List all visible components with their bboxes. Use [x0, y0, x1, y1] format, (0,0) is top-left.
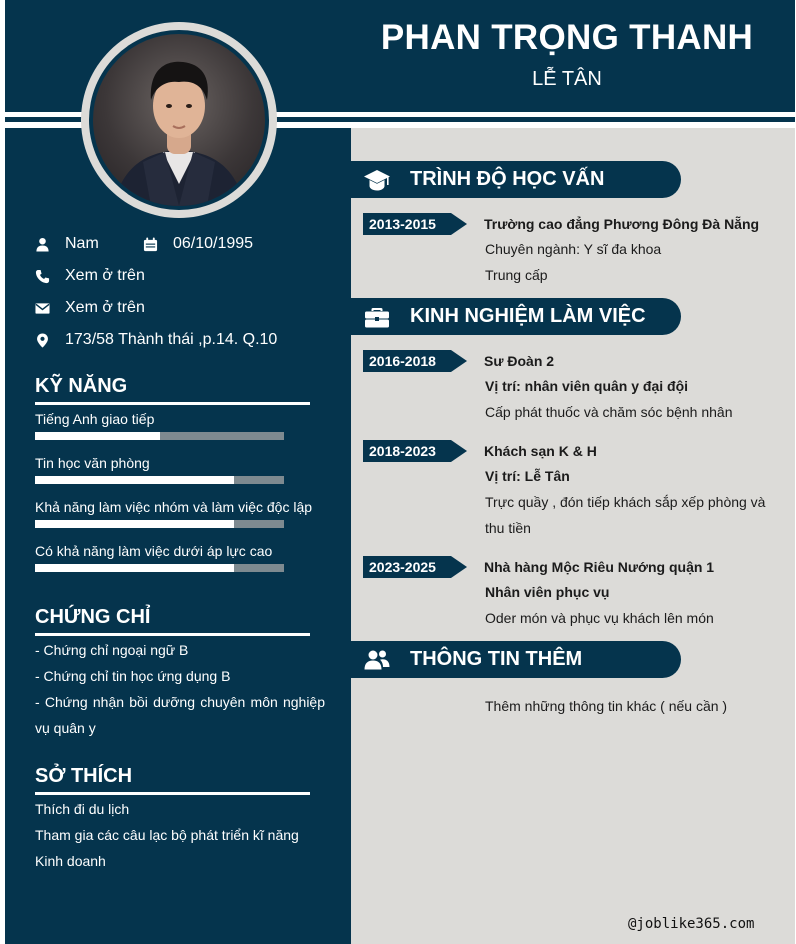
- period-arrow: [451, 556, 467, 578]
- skill-label: Tiếng Anh giao tiếp: [35, 411, 155, 427]
- period-arrow: [451, 350, 467, 372]
- period-tag: [363, 350, 467, 372]
- experience-section-header: [351, 298, 681, 335]
- user-icon: [35, 237, 50, 252]
- extra-info-title: THÔNG TIN THÊM: [410, 648, 583, 670]
- skill-level-fill: [35, 476, 234, 484]
- skills-divider: [35, 402, 310, 405]
- period-tag: [363, 213, 467, 235]
- extra-info-text: Thêm những thông tin khác ( nếu cần ): [485, 698, 728, 714]
- watermark: @joblike365.com: [628, 916, 755, 932]
- person-photo-illustration: [93, 34, 265, 206]
- period-arrow: [451, 213, 467, 235]
- extra-info-section-header: [351, 641, 681, 678]
- certificates-title: CHỨNG CHỈ: [35, 606, 151, 628]
- phone-row: [35, 264, 145, 288]
- period-label: 2023-2025: [363, 556, 451, 578]
- job-company: Khách sạn K & H: [484, 443, 597, 459]
- education-title: TRÌNH ĐỘ HỌC VẤN: [410, 168, 605, 190]
- envelope-icon: [35, 301, 50, 316]
- education-school: Trường cao đẳng Phương Đông Đà Nẵng: [484, 216, 760, 232]
- skill-level-bar: [35, 520, 284, 528]
- email-row: [35, 296, 145, 320]
- email-value: Xem ở trên: [65, 299, 145, 316]
- education-level: Trung cấp: [485, 267, 548, 283]
- skill-level-bar: [35, 476, 284, 484]
- job-company: Nhà hàng Mộc Riêu Nướng quận 1: [484, 559, 715, 575]
- hobby-item: Kinh doanh: [35, 853, 106, 869]
- address-row: [35, 328, 277, 352]
- hobby-item: Tham gia các câu lạc bộ phát triển kĩ năng: [35, 827, 299, 843]
- certificates-divider: [35, 633, 310, 636]
- skill-level-fill: [35, 520, 234, 528]
- skill-label: Khả năng làm việc nhóm và làm việc độc lập: [35, 499, 313, 515]
- job-position: Nhân viên phục vụ: [485, 584, 610, 600]
- candidate-name: PHAN TRỌNG THANH: [380, 18, 754, 57]
- gender-value: Nam: [65, 235, 99, 252]
- skill-level-fill: [35, 432, 160, 440]
- birthdate-row: [143, 232, 253, 256]
- job-position: Vị trí: Lễ Tân: [485, 468, 570, 484]
- briefcase-icon: [364, 304, 390, 330]
- job-description: thu tiền: [485, 520, 531, 536]
- job-position: Vị trí: nhân viên quân y đại đội: [485, 378, 689, 394]
- skill-label: Tin học văn phòng: [35, 455, 150, 471]
- period-tag: [363, 440, 467, 462]
- period-tag: [363, 556, 467, 578]
- experience-title: KINH NGHIỆM LÀM VIỆC: [410, 305, 646, 327]
- resume-page: [5, 0, 795, 944]
- hobbies-title: SỞ THÍCH: [35, 765, 133, 787]
- skill-level-bar: [35, 564, 284, 572]
- skill-label: Có khả năng làm việc dưới áp lực cao: [35, 543, 273, 559]
- hobby-item: Thích đi du lịch: [35, 801, 130, 817]
- skill-level-bar: [35, 432, 284, 440]
- period-arrow: [451, 440, 467, 462]
- hobbies-divider: [35, 792, 310, 795]
- job-description: Oder món và phục vụ khách lên món: [485, 610, 714, 626]
- avatar: [93, 34, 265, 206]
- users-icon: [364, 647, 390, 673]
- birthdate-value: 06/10/1995: [173, 235, 254, 252]
- certificate-item: - Chứng chỉ ngoại ngữ B: [35, 642, 189, 658]
- period-label: 2018-2023: [363, 440, 451, 462]
- skills-title: KỸ NĂNG: [35, 375, 128, 397]
- job-company: Sư Đoàn 2: [484, 353, 555, 369]
- location-pin-icon: [35, 333, 50, 348]
- gender-row: [35, 232, 99, 256]
- skill-level-fill: [35, 564, 234, 572]
- certificate-item: - Chứng chỉ tin học ứng dụng B: [35, 668, 231, 684]
- period-label: 2016-2018: [363, 350, 451, 372]
- candidate-job-title: LỄ TÂN: [532, 68, 602, 90]
- job-description: Cấp phát thuốc và chăm sóc bệnh nhân: [485, 404, 733, 420]
- phone-value: Xem ở trên: [65, 267, 145, 284]
- education-major: Chuyên ngành: Y sĩ đa khoa: [485, 241, 662, 257]
- certificate-item: vụ quân y: [35, 720, 96, 736]
- calendar-icon: [143, 237, 158, 252]
- education-section-header: [351, 161, 681, 198]
- period-label: 2013-2015: [363, 213, 451, 235]
- address-value: 173/58 Thành thái ,p.14. Q.10: [65, 331, 278, 348]
- graduation-cap-icon: [364, 167, 390, 193]
- phone-icon: [35, 269, 50, 284]
- job-description: Trực quầy , đón tiếp khách sắp xếp phòng và: [485, 494, 766, 510]
- certificate-item: - Chứng nhận bồi dưỡng chuyên môn nghiệp: [35, 694, 325, 710]
